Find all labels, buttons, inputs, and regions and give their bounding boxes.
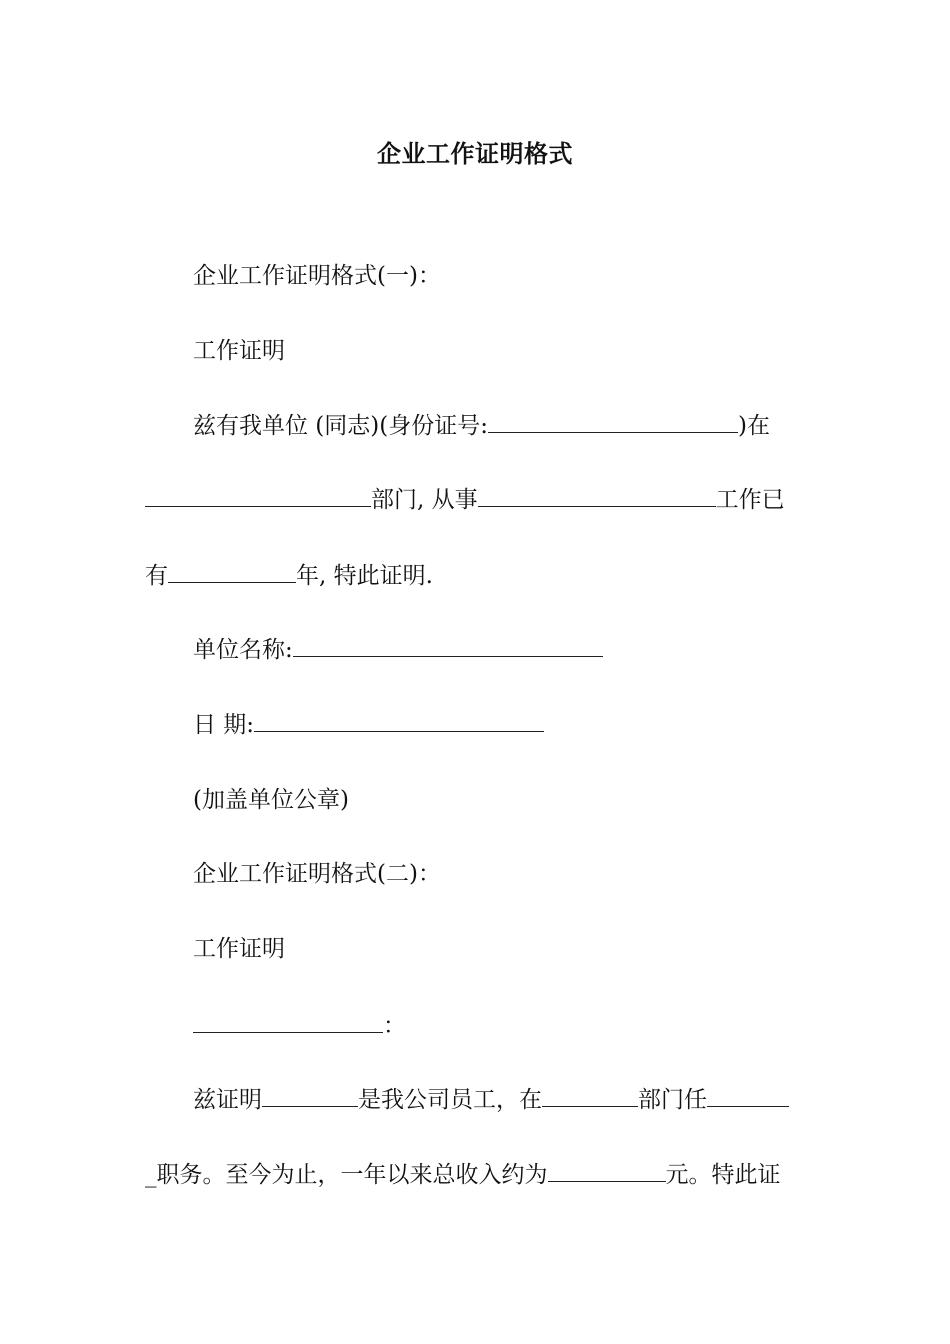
job-blank [478, 482, 716, 507]
unit-name-line [193, 632, 603, 667]
section1-p2-text-b: 工作已 [715, 487, 785, 513]
years-blank [168, 558, 296, 583]
date-line [193, 707, 544, 742]
document-title: 企业工作证明格式 [377, 139, 573, 168]
unit-name-label: 单位名称: [193, 637, 293, 663]
section2-department-blank [542, 1082, 638, 1107]
section1-paragraph-line3 [145, 558, 433, 593]
addressee-colon: ： [383, 1013, 406, 1039]
section1-p2-text-a: 部门, 从事 [371, 487, 478, 513]
seal-note: (加盖单位公章) [193, 787, 349, 813]
income-blank [548, 1157, 666, 1182]
id-number-blank [488, 408, 738, 433]
unit-name-blank [293, 632, 603, 657]
section2-heading: 企业工作证明格式(二)： [193, 861, 441, 887]
department-blank [145, 482, 371, 507]
section1-heading: 企业工作证明格式(一)： [193, 263, 441, 289]
section1-p1-text-a: 兹有我单位 (同志)(身份证号: [193, 413, 488, 439]
addressee-line [193, 1008, 406, 1043]
section2-p2-text-a: _职务。至今为止，一年以来总收入约为 [145, 1162, 548, 1188]
section2-p1-text-b: 是我公司员工，在 [358, 1087, 542, 1113]
section1-p3-text-a: 有 [145, 563, 168, 589]
section2-p2-text-b: 元。特此证 [665, 1162, 781, 1188]
addressee-blank [193, 1008, 383, 1033]
position-blank [707, 1082, 789, 1107]
date-label: 日 期: [193, 712, 255, 738]
section2-paragraph-line2 [145, 1157, 781, 1192]
section2-subtitle: 工作证明 [193, 936, 285, 962]
employee-name-blank [262, 1082, 358, 1107]
section2-paragraph-line1 [193, 1082, 789, 1117]
section1-paragraph-line2 [145, 482, 785, 517]
date-blank [254, 707, 544, 732]
section1-p3-text-b: 年, 特此证明. [296, 563, 433, 589]
section1-paragraph-line1 [193, 408, 770, 443]
section2-p1-text-a: 兹证明 [193, 1087, 262, 1113]
section2-p1-text-c: 部门任 [638, 1087, 707, 1113]
section1-p1-text-b: )在 [737, 413, 770, 439]
section1-subtitle: 工作证明 [193, 338, 285, 364]
